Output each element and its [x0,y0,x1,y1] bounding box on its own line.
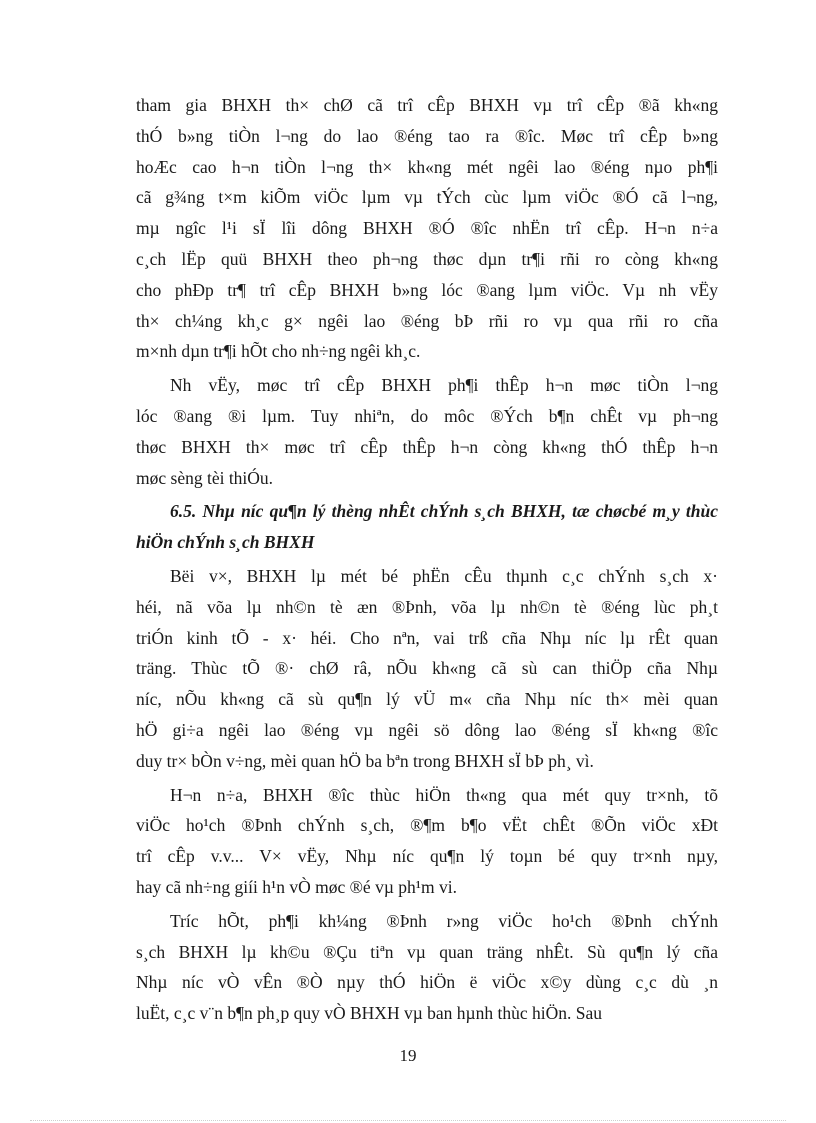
text-line: c¸ch lËp quü BHXH theo ph¬ng thøc dµn tr¶i rñi ro còng kh«ng [136,248,718,269]
text-line: luËt, c¸c v¨n b¶n ph¸p quy vÒ BHXH vµ ban hµnh thùc hiÖn. Sau [136,1003,603,1024]
text-line: viÖc ho¹ch ®Þnh chÝnh s¸ch, ®¶m b¶o vËt chÊt ®Õn viÖc xÐt [136,815,718,836]
text-line: m×nh dµn tr¶i hÕt cho nh÷ng ngêi kh¸c. [136,341,421,362]
text-line: tham gia BHXH th× chØ cã trî cÊp BHXH vµ trî cÊp ®ã kh«ng [136,95,718,115]
text-line: Nhµ níc vÒ vÊn ®Ò nµy thÓ hiÖn ë viÖc x©y dùng c¸c dù ¸n [136,972,718,993]
text-line: H¬n n÷a, BHXH ®îc thùc hiÖn th«ng qua mét quy tr×nh, tõ [170,784,718,805]
text-line: thÓ b»ng tiÒn l¬ng do lao ®éng tao ra ®îc. Møc trî cÊp b»ng [136,125,718,146]
text-line: níc, nÕu kh«ng cã sù qu¶n lý vÜ m« cña Nhµ níc th× mèi quan [136,689,718,710]
text-line: th× ch¼ng kh¸c g× ngêi lao ®éng bÞ rñi ro vµ qua rñi ro cña [136,310,718,331]
page-number: 19 [399,1046,417,1065]
paragraph-3 [136,561,718,777]
text-line: hoÆc cao h¬n tiÒn l¬ng th× kh«ng mét ngêi lao ®éng nµo ph¶i [136,156,718,177]
text-line: thøc BHXH th× møc trî cÊp thÊp h¬n còng kh«ng thÓ thÊp h¬n [136,436,718,457]
text-line: cho phÐp tr¶ trî cÊp BHXH b»ng lóc ®ang lµm viÖc. Vµ nh vËy [136,279,718,300]
text-line: mµ ngîc l¹i sÏ lîi dông BHXH ®Ó ®îc nhËn trî cÊp. H¬n n÷a [136,218,718,239]
heading-line: 6.5. Nhµ níc qu¶n lý thèng nhÊt chÝnh s¸ch BHXH, tæ chøc [170,501,630,522]
section-heading [136,496,718,558]
paragraph-5 [136,906,718,1029]
paragraph-1 [136,90,718,367]
paragraph-2 [136,370,718,493]
document-page [136,90,718,1032]
paragraph-4 [136,780,718,903]
text-line: s¸ch BHXH lµ kh©u ®Çu tiªn vµ quan träng nhÊt. Sù qu¶n lý cña [136,941,718,962]
text-line: träng. Thùc tÕ ®· chØ râ, nÕu kh«ng cã sù can thiÖp cña Nhµ [136,658,718,679]
text-line: Bëi v×, BHXH lµ mét bé phËn cÊu thµnh c¸c chÝnh s¸ch x· [170,565,718,586]
text-line: lóc ®ang ®i lµm. Tuy nhiªn, do môc ®Ých b¶n chÊt vµ ph¬ng [136,405,718,426]
text-line: cã g¾ng t×m kiÕm viÖc lµm vµ tÝch cùc lµm viÖc ®Ó cã l¬ng, [136,187,718,208]
text-line: hÖ gi÷a ngêi lao ®éng vµ ngêi sö dông lao ®éng sÏ kh«ng ®îc [136,719,718,740]
text-line: héi, nã võa lµ nh©n tè æn ®Þnh, võa lµ nh©n tè ®éng lùc ph¸t [136,596,718,617]
text-line: hay cã nh÷ng giíi h¹n vÒ møc ®é vµ ph¹m vi. [136,876,457,897]
text-line: møc sèng tèi thiÓu. [136,467,274,488]
page-bottom-divider [30,1120,786,1121]
text-line: Tríc hÕt, ph¶i kh¼ng ®Þnh r»ng viÖc ho¹ch ®Þnh chÝnh [170,910,718,931]
text-line: triÓn kinh tÕ - x· héi. Cho nªn, vai trß cña Nhµ níc lµ rÊt quan [136,627,718,648]
text-line: Nh vËy, møc trî cÊp BHXH ph¶i thÊp h¬n møc tiÒn l¬ng [170,375,718,396]
heading-line: bé m¸y thùc hiÖn chÝnh s¸ch BHXH [136,501,718,553]
text-line: trî cÊp v.v... V× vËy, Nhµ níc qu¶n lý toµn bé quy tr×nh nµy, [136,846,718,867]
text-line: duy tr× bÒn v÷ng, mèi quan hÖ ba bªn trong BHXH sÏ bÞ ph¸ vì. [136,750,594,771]
